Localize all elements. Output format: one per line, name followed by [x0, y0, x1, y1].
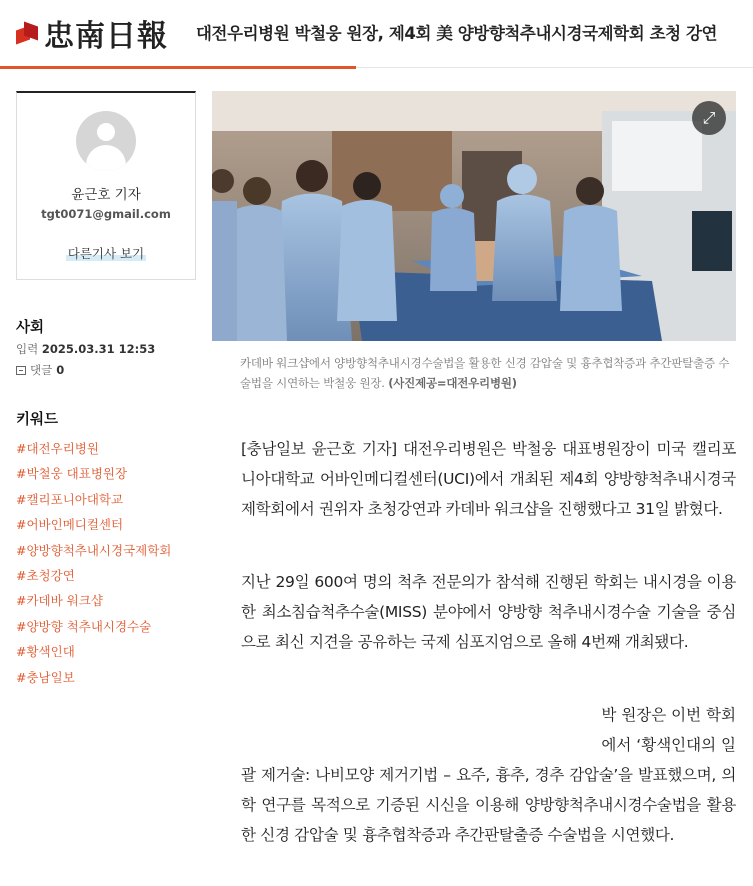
paragraph-3-line-1: 박 원장은 이번 학회 [601, 706, 736, 724]
surgery-scene-illustration [212, 91, 736, 341]
more-articles-link[interactable] [17, 244, 195, 262]
keyword-link[interactable]: #양방향척추내시경국제학회 [16, 542, 172, 558]
logo-text: 忠南日報 [44, 19, 168, 54]
expand-icon[interactable]: ⤢ [692, 101, 726, 135]
more-articles-label[interactable]: 다른기사 보기 [67, 246, 145, 261]
photo-credit: (사진제공=대전우리병원) [388, 376, 517, 390]
article-paragraph-3: 괄 제거술: 나비모양 제거기법 – 요주, 흉추, 경추 감압술’을 발표했으며, 의학 연구를 목적으로 기증된 시신을 이용해 양방향척추내시경수술법을 활용한 신경 감압술 및 흉추협착증과 추간판탈출증 수술법을 시연했다. [241, 766, 736, 844]
comment-count-row[interactable] [16, 362, 64, 378]
keywords-title: 키워드 [16, 412, 59, 428]
keyword-link[interactable]: #카데바 워크샵 [16, 593, 103, 609]
date-label: 입력 [16, 342, 39, 356]
keyword-link[interactable]: #어바인메디컬센터 [16, 517, 124, 533]
keyword-link[interactable]: #양방향 척추내시경수술 [16, 618, 152, 634]
article-photo[interactable] [212, 91, 736, 341]
caption-text: 카데바 워크샵에서 양방향척추내시경수술법을 활용한 신경 감압술 및 흉추협착증과 추간판탈출증 수술법을 시연하는 박철웅 원장. [240, 356, 730, 390]
keyword-link[interactable]: #캘리포니아대학교 [16, 491, 124, 507]
paragraph-3-line-2: 에서 ‘황색인대의 일 [601, 736, 736, 754]
keyword-list [16, 439, 171, 693]
keyword-link[interactable]: #대전우리병원 [16, 441, 99, 456]
article-paragraph-2: 지난 29일 600여 명의 척추 전문의가 참석해 진행된 학회는 내시경을 이용한 최소침습척추수술(MISS) 분야에서 양방향 척추내시경수술 기술을 중심으로 최신 지견을 공유하는 국제 심포지엄으로 올해 4번째 개최됐다. [241, 573, 736, 651]
avatar-placeholder-icon [76, 111, 136, 171]
article-paragraph-3-lead [241, 700, 736, 760]
section-label[interactable]: 사회 [16, 320, 45, 336]
reporter-card [16, 91, 196, 280]
site-header [0, 0, 753, 68]
reporter-name: 윤근호 기자 [71, 187, 141, 203]
header-progress-bar [0, 66, 356, 69]
comment-count: 0 [56, 363, 65, 377]
keyword-link[interactable]: #박철웅 대표병원장 [16, 466, 128, 482]
logo-mark-icon [16, 22, 38, 44]
reporter-email[interactable]: tgt0071@gmail.com [41, 207, 171, 221]
article-headline: 대전우리병원 박철웅 원장, 제4회 美 양방향척추내시경국제학회 초청 강연 [196, 24, 718, 43]
date-value: 2025.03.31 12:53 [41, 342, 156, 356]
article-paragraph-1: [충남일보 윤근호 기자] 대전우리병원은 박철웅 대표병원장이 미국 캘리포니아대학교 어바인메디컬센터(UCI)에서 개최된 제4회 양방향척추내시경국제학회에서 권위자 초청강연과 카데바 워크샵을 진행했다고 31일 밝혔다. [241, 440, 736, 518]
publish-date [16, 341, 155, 357]
comment-label: 댓글 [30, 363, 53, 377]
photo-caption [240, 353, 730, 393]
comment-icon [16, 366, 26, 375]
keyword-link[interactable]: #초청강연 [16, 567, 75, 583]
keyword-link[interactable]: #충남일보 [16, 669, 75, 685]
keyword-link[interactable]: #황색인대 [16, 644, 75, 660]
site-logo[interactable] [16, 14, 168, 52]
